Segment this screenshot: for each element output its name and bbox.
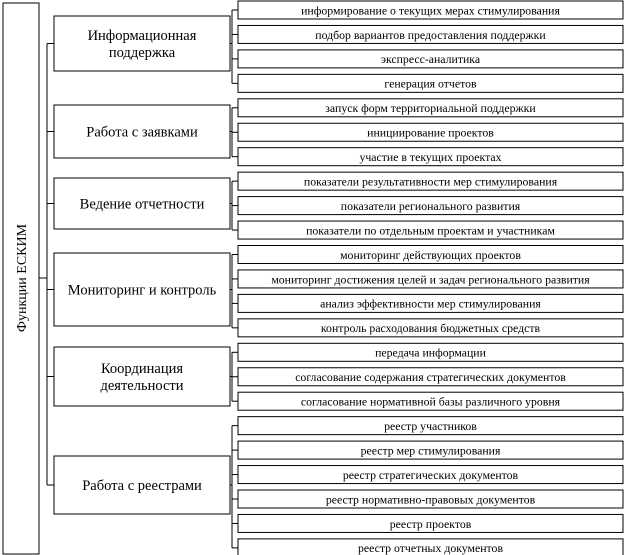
- item-label: реестр мер стимулирования: [360, 443, 501, 458]
- item-label: показатели результативности мер стимулирования: [303, 174, 558, 189]
- group-label: Информационная: [87, 28, 197, 44]
- item-box: [238, 50, 623, 68]
- item-label: показатели регионального развития: [340, 198, 521, 213]
- item-box: [238, 343, 623, 361]
- item-label: согласование содержания стратегических документов: [295, 370, 566, 385]
- item-box: [238, 368, 623, 386]
- item-box: [238, 123, 623, 141]
- item-label: передача информации: [375, 345, 486, 360]
- item-label: согласование нормативной базы различного уровня: [300, 394, 561, 409]
- group-label: Координация: [100, 361, 184, 377]
- item-label: подбор вариантов предоставления поддержки: [315, 27, 546, 42]
- group-box: [54, 347, 230, 406]
- item-box: [238, 99, 623, 117]
- item-label: реестр отчетных документов: [357, 541, 504, 555]
- item-label: реестр стратегических документов: [342, 467, 519, 482]
- group-box: [54, 253, 230, 326]
- group-label: Мониторинг и контроль: [67, 282, 217, 299]
- group-label: Работа с заявками: [86, 124, 198, 141]
- item-label: реестр участников: [384, 418, 477, 433]
- root-label: Функции ЕСКИМ: [15, 223, 30, 333]
- item-box: [238, 172, 623, 190]
- item-box: [238, 148, 623, 166]
- item-box: [238, 197, 623, 215]
- item-box: [238, 417, 623, 435]
- item-label: генерация отчетов: [384, 76, 477, 91]
- item-label: контроль расходования бюджетных средств: [320, 321, 541, 336]
- item-label: анализ эффективности мер стимулирования: [320, 296, 541, 311]
- group-box: [54, 456, 230, 514]
- item-box: [238, 490, 623, 508]
- item-label: информирование о текущих мерах стимулирования: [301, 3, 560, 18]
- group-boxes: [54, 16, 230, 514]
- item-label: участие в текущих проектах: [359, 150, 502, 164]
- item-label: реестр нормативно-правовых документов: [325, 492, 536, 507]
- group-label: Работа с реестрами: [82, 478, 202, 494]
- item-box: [238, 74, 623, 92]
- group-box: [54, 16, 230, 71]
- item-box: [238, 25, 623, 43]
- item-box: [238, 270, 623, 288]
- item-label: мониторинг действующих проектов: [340, 247, 521, 262]
- group-label: Ведение отчетности: [79, 196, 205, 213]
- item-label: инициирование проектов: [367, 125, 494, 140]
- item-box: [238, 294, 623, 312]
- item-box: [238, 466, 623, 484]
- group-label: поддержка: [108, 45, 176, 61]
- item-boxes: [238, 1, 623, 555]
- item-label: мониторинг достижения целей и задач регионального развития: [271, 272, 590, 287]
- group-box: [54, 105, 230, 158]
- item-label: экспресс-аналитика: [380, 52, 481, 67]
- item-label: реестр проектов: [389, 516, 472, 531]
- item-box: [238, 514, 623, 532]
- group-label: деятельности: [100, 378, 184, 394]
- item-box: [238, 392, 623, 410]
- group-box: [54, 178, 230, 229]
- item-label: запуск форм территориальной поддержки: [325, 101, 536, 116]
- item-box: [238, 319, 623, 337]
- item-label: показатели по отдельным проектам и участникам: [306, 223, 555, 238]
- item-box: [238, 441, 623, 459]
- item-box: [238, 539, 623, 555]
- root-box: [3, 3, 39, 554]
- item-box: [238, 246, 623, 264]
- item-box: [238, 221, 623, 239]
- item-box: [238, 1, 623, 19]
